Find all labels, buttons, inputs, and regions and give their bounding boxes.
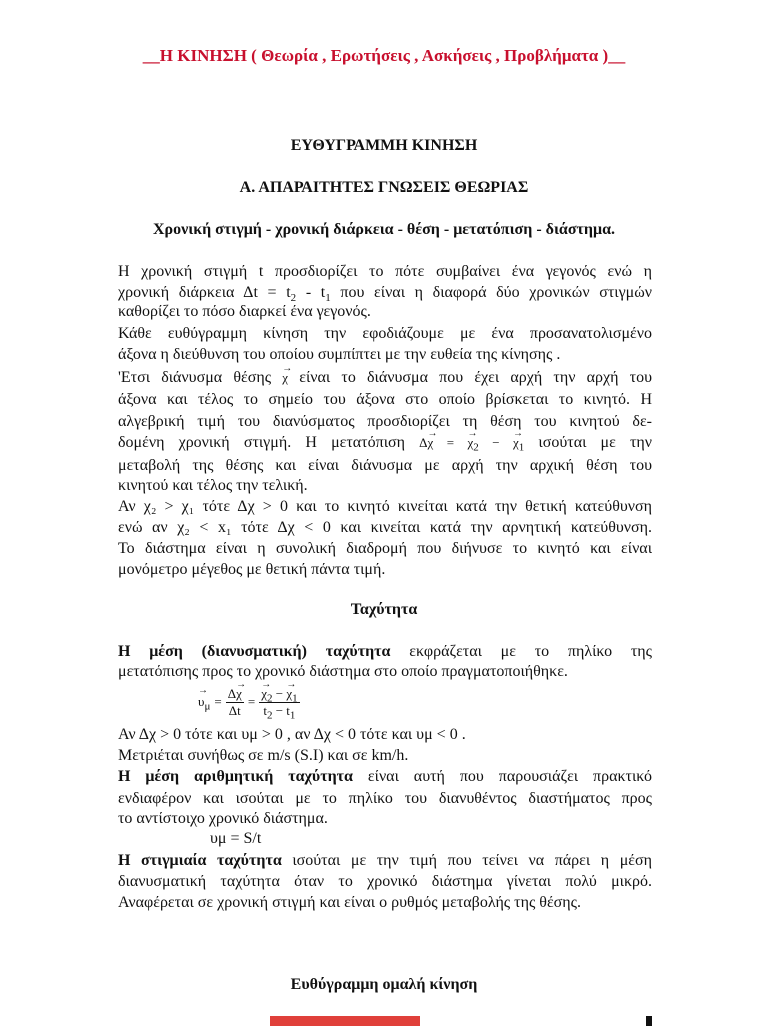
- paragraph-line: Κάθε ευθύγραμμη κίνηση την εφοδιάζουμε με ένα προσανατολισμένο: [118, 325, 652, 342]
- paragraph-line: το αντίστοιχο χρονικό διάστημα.: [118, 810, 328, 827]
- paragraph-line: Η μέση αριθμητική ταχύτητα είναι αυτή που παρουσιάζει πρακτικό: [118, 768, 652, 785]
- section-title: ΕΥΘΥΓΡΑΜΜΗ ΚΙΝΗΣΗ: [290, 137, 478, 154]
- paragraph-line: άξονα και τέλος το σημείο του άξονα στο οποίο βρίσκεται το κινητό. Η: [118, 391, 652, 408]
- velocity-heading: Ταχύτητα: [350, 601, 418, 618]
- paragraph-line: μονόμετρο μέγεθος με θετική πάντα τιμή.: [118, 561, 386, 578]
- topic-heading: Χρονική στιγμή - χρονική διάρκεια - θέση - μετατόπιση - διάστημα.: [152, 221, 616, 238]
- paragraph-line: κινητού και τέλος την τελική.: [118, 477, 308, 494]
- paragraph-line: χρονική διάρκεια $\Delta t = t_2 - t_1$ που είναι η διαφορά δύο χρονικών στιγμών: [118, 284, 652, 305]
- section-subtitle: Α. ΑΠΑΡΑΙΤΗΤΕΣ ΓΝΩΣΕΙΣ ΘΕΩΡΙΑΣ: [239, 179, 529, 196]
- paragraph-line: Η στιγμιαία ταχύτητα ισούται με την τιμή που τείνει να πάρει η μέση: [118, 852, 652, 869]
- paragraph-line: Η χρονική στιγμή t προσδιορίζει το πότε συμβαίνει ένα γεγονός ενώ η: [118, 263, 652, 280]
- next-section-heading: Ευθύγραμμη ομαλή κίνηση: [290, 976, 478, 993]
- subscript: 1: [325, 292, 331, 305]
- displacement-equation: Δ→ χ = → $\chi_2$ − → $\chi_1$: [419, 435, 524, 450]
- arithmetic-velocity-formula: υμ = S/t: [210, 830, 262, 847]
- subscript: 2: [290, 292, 297, 305]
- mean-velocity-formula: → $\upsilon_\mu$ = $\frac{\Delta\to \chi}{\Delta t}$ = → $\frac{\chi_2 - \to \chi_1}{t_2 - t_1}$: [198, 680, 300, 724]
- cut-off-text-mark: [646, 1016, 652, 1026]
- paragraph-line: 'Ετσι διάνυσμα θέσης → χ είναι το διάνυσμα που έχει αρχή την αρχή του: [118, 368, 652, 388]
- paragraph-line: Η μέση (διανυσματική) ταχύτητα εκφράζεται με το πηλίκο της: [118, 643, 652, 660]
- paragraph-line: Αν χ₂ > χ₁ τότε Δχ > 0 και το κινητό κινείται κατά την θετική κατεύθυνση: [118, 498, 652, 515]
- paragraph-line: δομένη χρονική στιγμή. Η μετατόπιση Δ→ χ = → $\chi_2$ − → $\chi_1$ ισούται με την: [118, 433, 652, 453]
- paragraph-line: μεταβολή της θέσης και είναι διάνυσμα με αρχή την αρχική θέση του: [118, 457, 652, 474]
- paragraph-line: Μετριέται συνήθως σε m/s (S.I) και σε km/h.: [118, 747, 409, 764]
- paragraph-line: Αναφέρεται σε χρονική στιγμή και είναι ο ρυθμός μεταβολής της θέσης.: [118, 894, 581, 911]
- paragraph-line: διανυσματική ταχύτητα όταν το χρονικό διάστημα γίνεται πολύ μικρό.: [118, 873, 652, 890]
- paragraph-line: καθορίζει το πόσο διαρκεί ένα γεγονός.: [118, 303, 371, 320]
- paragraph-line: αλγεβρική τιμή του διανύσματος προσδιορίζει τη θέση του κινητού δε-: [118, 413, 652, 430]
- paragraph-line: ενδιαφέρον και ισούται με το πηλίκο του διανυθέντος διαστήματος προς: [118, 790, 652, 807]
- paragraph-line: μετατόπισης προς το χρονικό διάστημα στο οποίο πραγματοποιήθηκε.: [118, 663, 568, 680]
- paragraph-line: άξονα η διεύθυνση του οποίου συμπίπτει με την ευθεία της κίνησης .: [118, 346, 561, 363]
- document-title: __Η ΚΙΝΗΣΗ ( Θεωρία , Ερωτήσεις , Ασκήσεις , Προβλήματα )__: [142, 46, 626, 65]
- paragraph-line: Αν Δχ > 0 τότε και υμ > 0 , αν Δχ < 0 τότε και υμ < 0 .: [118, 726, 466, 743]
- paragraph-line: ενώ αν χ₂ < x₁ τότε Δχ < 0 και κινείται κατά την αρνητική κατεύθυνση.: [118, 519, 652, 536]
- position-vector-symbol: → χ: [282, 368, 288, 388]
- paragraph-line: Το διάστημα είναι η συνολική διαδρομή που διήνυσε το κινητό και είναι: [118, 540, 652, 557]
- cut-off-red-text: [270, 1016, 420, 1026]
